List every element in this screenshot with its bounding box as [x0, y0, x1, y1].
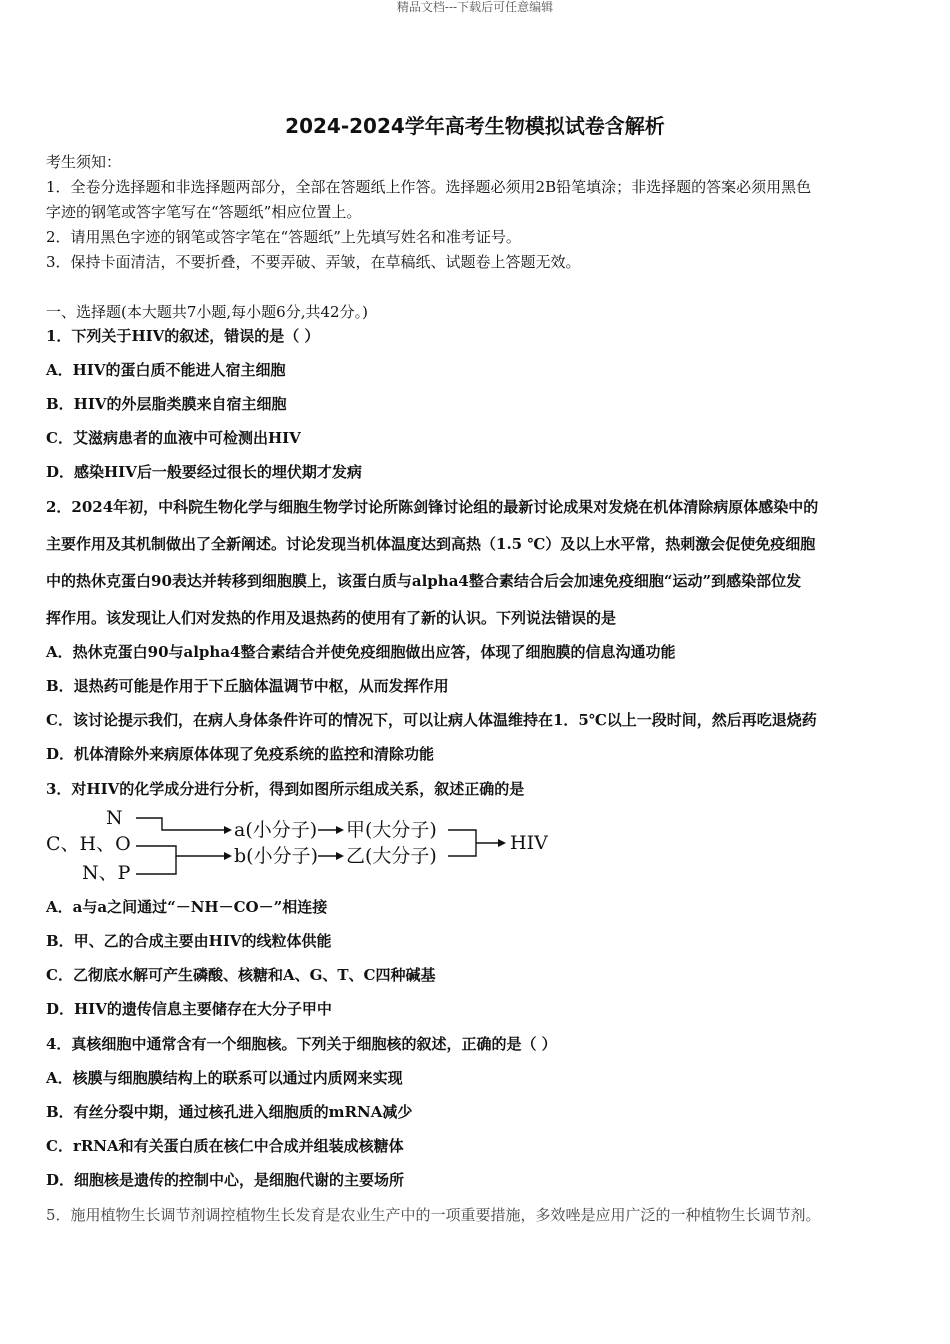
- question-2-option-c: C．该讨论提示我们，在病人身体条件许可的情况下，可以让病人体温维持在1．5℃以上一段时间，然后再吃退烧药: [46, 711, 817, 729]
- question-5-stem: 5．施用植物生长调节剂调控植物生长发育是农业生产中的一项重要措施，多效唑是应用广泛的一种植物生长调节剂。: [46, 1206, 821, 1224]
- question-3-option-a: A．a与a之间通过“－NH－CO－”相连接: [46, 898, 328, 916]
- question-4-option-d: D．细胞核是遗传的控制中心，是细胞代谢的主要场所: [46, 1171, 405, 1189]
- diagram-label-np: N、P: [82, 862, 131, 884]
- section-heading: 一、选择题(本大题共7小题,每小题6分,共42分。): [46, 303, 368, 321]
- question-3-option-b: B．甲、乙的合成主要由HIV的线粒体供能: [46, 932, 332, 950]
- diagram-node-jia: 甲(大分子): [346, 819, 437, 841]
- diagram-node-a: a(小分子): [234, 819, 318, 841]
- question-2-option-d: D．机体清除外来病原体体现了免疫系统的监控和清除功能: [46, 745, 435, 763]
- question-4-option-b: B．有丝分裂中期，通过核孔进入细胞质的mRNA减少: [46, 1103, 413, 1121]
- diagram-node-yi: 乙(大分子): [346, 845, 437, 867]
- question-1-option-a: A．HIV的蛋白质不能进人宿主细胞: [46, 361, 286, 379]
- question-4-option-a: A．核膜与细胞膜结构上的联系可以通过内质网来实现: [46, 1069, 403, 1087]
- notice-item: 1．全卷分选择题和非选择题两部分，全部在答题纸上作答。选择题必须用2B铅笔填涂；非选择题的答案必须用黑色: [46, 178, 812, 196]
- diagram-node-b: b(小分子): [234, 845, 318, 867]
- notice-heading: 考生须知：: [46, 153, 122, 171]
- diagram-label-n: N: [106, 807, 123, 829]
- question-1-option-d: D．感染HIV后一般要经过很长的埋伏期才发病: [46, 463, 362, 481]
- question-3-option-d: D．HIV的遗传信息主要储存在大分子甲中: [46, 1000, 332, 1018]
- question-1-option-c: C．艾滋病患者的血液中可检测出HIV: [46, 429, 301, 447]
- question-1-option-b: B．HIV的外层脂类膜来自宿主细胞: [46, 395, 287, 413]
- question-2-stem-line: 主要作用及其机制做出了全新阐述。讨论发现当机体温度达到高热（1.5 ℃）及以上水平常，热刺激会促使免疫细胞: [46, 535, 816, 553]
- composition-diagram: [46, 806, 566, 888]
- question-2-option-b: B．退热药可能是作用于下丘脑体温调节中枢，从而发挥作用: [46, 677, 449, 695]
- question-3-option-c: C．乙彻底水解可产生磷酸、核糖和A、G、T、C四种碱基: [46, 966, 436, 984]
- page-header: 精品文档---下载后可任意编辑: [396, 0, 554, 14]
- question-4-option-c: C．rRNA和有关蛋白质在核仁中合成并组装成核糖体: [46, 1137, 404, 1155]
- notice-item: 2．请用黑色字迹的钢笔或答字笔在“答题纸”上先填写姓名和准考证号。: [46, 228, 521, 246]
- diagram-label-cho: C、H、O: [46, 833, 131, 855]
- question-1-stem: 1．下列关于HIV的叙述，错误的是（ ）: [46, 327, 320, 345]
- page-title: 2024-2024学年高考生物模拟试卷含解析: [285, 114, 665, 138]
- notice-item: 3．保持卡面清洁，不要折叠，不要弄破、弄皱，在草稿纸、试题卷上答题无效。: [46, 253, 581, 271]
- question-4-stem: 4．真核细胞中通常含有一个细胞核。下列关于细胞核的叙述，正确的是（ ）: [46, 1035, 557, 1053]
- question-2-stem-line: 2．2024年初，中科院生物化学与细胞生物学讨论所陈剑锋讨论组的最新讨论成果对发烧在机体清除病原体感染中的: [46, 498, 819, 516]
- notice-item: 字迹的钢笔或答字笔写在“答题纸”相应位置上。: [46, 203, 362, 221]
- question-2-stem-line: 中的热休克蛋白90表达并转移到细胞膜上，该蛋白质与alpha4整合素结合后会加速免疫细胞“运动”到感染部位发: [46, 572, 802, 590]
- question-2-stem-line: 挥作用。该发现让人们对发热的作用及退热药的使用有了新的认识。下列说法错误的是: [46, 609, 617, 627]
- question-3-stem: 3．对HIV的化学成分进行分析，得到如图所示组成关系，叙述正确的是: [46, 780, 525, 798]
- diagram-node-hiv: HIV: [510, 832, 548, 854]
- question-2-option-a: A．热休克蛋白90与alpha4整合素结合并使免疫细胞做出应答，体现了细胞膜的信息沟通功能: [46, 643, 676, 661]
